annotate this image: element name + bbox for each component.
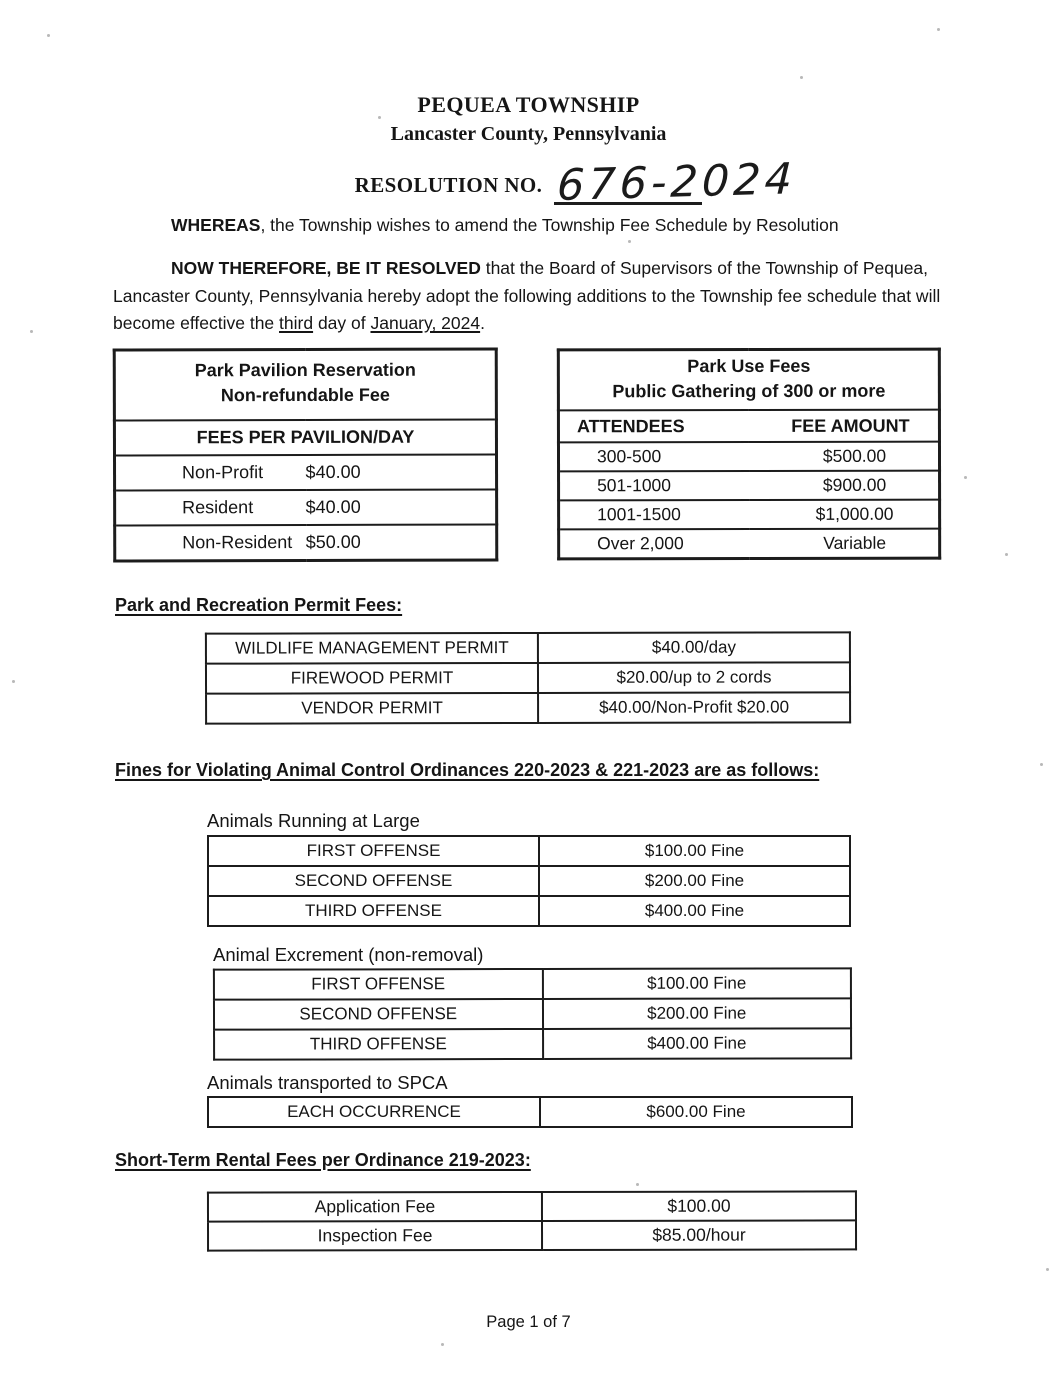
scan-speck	[12, 680, 15, 683]
pavilion-title-line2: Non-refundable Fee	[220, 384, 390, 406]
township-title: PEQUEA TOWNSHIP	[417, 92, 640, 117]
table-row	[559, 471, 940, 501]
fee-amount-cell: $1,000.00	[815, 503, 894, 524]
fines-heading: Fines for Violating Animal Control Ordinances 220-2023 & 221-2023 are as follows:	[115, 760, 820, 780]
excrement-table	[213, 967, 852, 1060]
offense-label-cell: FIRST OFFENSE	[208, 836, 539, 866]
offense-label-cell: THIRD OFFENSE	[214, 1029, 543, 1060]
table-row	[115, 524, 497, 561]
scan-speck	[441, 1343, 444, 1346]
rental-fees-table	[207, 1190, 857, 1251]
scan-speck	[30, 330, 33, 333]
fee-amount-column-header: FEE AMOUNT	[791, 415, 910, 436]
fee-value-cell: $40.00	[305, 496, 361, 517]
permit-value-cell: $40.00/Non-Profit $20.00	[538, 692, 850, 723]
fine-value-cell: $400.00 Fine	[543, 1028, 852, 1059]
attendees-cell: Over 2,000	[597, 533, 684, 554]
fine-value-cell: $100.00 Fine	[539, 836, 850, 866]
fine-value-cell: $200.00 Fine	[542, 998, 851, 1029]
resolved-keyword: NOW THEREFORE, BE IT RESOLVED	[171, 258, 481, 278]
pavilion-fee-table	[113, 347, 499, 562]
county-subtitle: Lancaster County, Pennsylvania	[390, 123, 667, 145]
resolved-text-1: that the Board of Supervisors of the Township of Pequea, Lancaster County, Pennsylvania hereby adopt the following additions to the Township fee schedule that will become effective the	[113, 258, 941, 333]
fee-label-cell: Non-Resident	[182, 532, 293, 553]
table-row	[214, 1028, 851, 1059]
table-row	[115, 489, 497, 525]
pavilion-title-line1: Park Pavilion Reservation	[194, 359, 416, 381]
resolution-number-handwritten: 676-2024	[556, 154, 798, 211]
running-at-large-label: Animals Running at Large	[207, 810, 420, 831]
scan-speck	[1046, 1268, 1049, 1271]
scan-speck	[1040, 763, 1043, 766]
attendees-cell: 1001-1500	[597, 504, 681, 525]
permit-value-cell: $20.00/up to 2 cords	[538, 662, 850, 693]
resolved-text-end: .	[480, 313, 485, 333]
table-row	[208, 1097, 852, 1127]
scan-speck	[636, 1183, 639, 1186]
offense-label-cell: THIRD OFFENSE	[208, 896, 539, 926]
spca-label: Animals transported to SPCA	[207, 1072, 448, 1093]
scan-speck	[800, 76, 803, 79]
offense-label-cell: FIRST OFFENSE	[214, 969, 543, 1000]
rental-label-cell: Inspection Fee	[208, 1221, 542, 1251]
table-column-header-row	[558, 410, 939, 443]
scan-speck	[964, 476, 967, 479]
table-row	[214, 968, 851, 999]
scan-speck	[937, 28, 940, 31]
fine-value-cell: $400.00 Fine	[539, 896, 850, 926]
page-number: Page 1 of 7	[486, 1313, 571, 1331]
park-use-title-line2: Public Gathering of 300 or more	[612, 380, 886, 402]
fee-value-cell: $40.00	[305, 461, 361, 482]
park-use-table-title	[558, 349, 939, 410]
resolution-line	[0, 152, 1057, 211]
rental-label-cell: Application Fee	[208, 1192, 542, 1222]
resolved-text-2: day of	[313, 313, 371, 333]
table-row	[208, 896, 850, 926]
attendees-cell: 300-500	[596, 446, 662, 467]
attendees-column-header: ATTENDEES	[576, 415, 685, 436]
fee-amount-cell: Variable	[823, 532, 887, 553]
permit-label-cell: FIREWOOD PERMIT	[206, 663, 538, 694]
whereas-text: , the Township wishes to amend the Township Fee Schedule by Resolution	[260, 215, 839, 235]
resolved-underlined-date: January, 2024	[370, 313, 481, 333]
whereas-paragraph	[113, 212, 953, 240]
fee-label-cell: Resident	[182, 497, 254, 518]
offense-label-cell: SECOND OFFENSE	[208, 866, 539, 896]
document-header	[0, 92, 1057, 146]
rental-value-cell: $85.00/hour	[542, 1220, 856, 1250]
fee-amount-cell: $900.00	[822, 474, 887, 495]
fee-value-cell: $50.00	[305, 531, 361, 552]
scan-speck	[628, 240, 631, 243]
whereas-keyword: WHEREAS	[171, 215, 261, 235]
table-row	[206, 632, 850, 663]
table-title-row	[114, 349, 496, 420]
table-row	[559, 500, 940, 530]
permit-fees-heading: Park and Recreation Permit Fees:	[115, 595, 403, 615]
rental-fees-heading: Short-Term Rental Fees per Ordinance 219-2023:	[115, 1150, 531, 1170]
rental-value-cell: $100.00	[542, 1191, 856, 1221]
table-row	[208, 1191, 856, 1221]
fine-value-cell: $200.00 Fine	[539, 866, 850, 896]
table-subheader-row	[114, 420, 496, 456]
permit-value-cell: $40.00/day	[538, 632, 850, 663]
table-row	[214, 998, 851, 1029]
table-title-row	[558, 349, 939, 410]
resolution-number-underline	[554, 152, 798, 211]
permit-label-cell: WILDLIFE MANAGEMENT PERMIT	[206, 633, 538, 664]
table-row	[206, 662, 850, 693]
fine-value-cell: $100.00 Fine	[542, 968, 851, 999]
fee-amount-cell: $500.00	[822, 445, 887, 466]
scan-speck	[47, 34, 50, 37]
permit-label-cell: VENDOR PERMIT	[206, 693, 538, 724]
pavilion-subheader: FEES PER PAVILION/DAY	[196, 426, 415, 448]
fine-value-cell: $600.00 Fine	[540, 1097, 852, 1127]
resolution-label: RESOLUTION NO.	[354, 173, 543, 197]
scan-speck	[1005, 553, 1008, 556]
table-row	[115, 454, 497, 490]
permit-fees-table	[205, 631, 851, 724]
pavilion-table-title	[114, 349, 496, 420]
table-row	[559, 529, 940, 559]
resolved-underlined-third: third	[279, 313, 314, 333]
fee-label-cell: Non-Profit	[182, 462, 264, 483]
excrement-label: Animal Excrement (non-removal)	[213, 944, 484, 965]
spca-table	[207, 1096, 853, 1128]
attendees-cell: 501-1000	[597, 475, 672, 496]
table-row	[558, 442, 939, 472]
table-row	[208, 1220, 856, 1250]
table-row	[208, 836, 850, 866]
table-row	[206, 692, 850, 723]
occurrence-label-cell: EACH OCCURRENCE	[208, 1097, 540, 1127]
park-use-title-line1: Park Use Fees	[687, 355, 811, 377]
park-use-fee-table	[557, 348, 941, 561]
resolved-paragraph	[113, 255, 957, 338]
offense-label-cell: SECOND OFFENSE	[214, 999, 543, 1030]
table-row	[208, 866, 850, 896]
running-at-large-table	[207, 835, 851, 927]
